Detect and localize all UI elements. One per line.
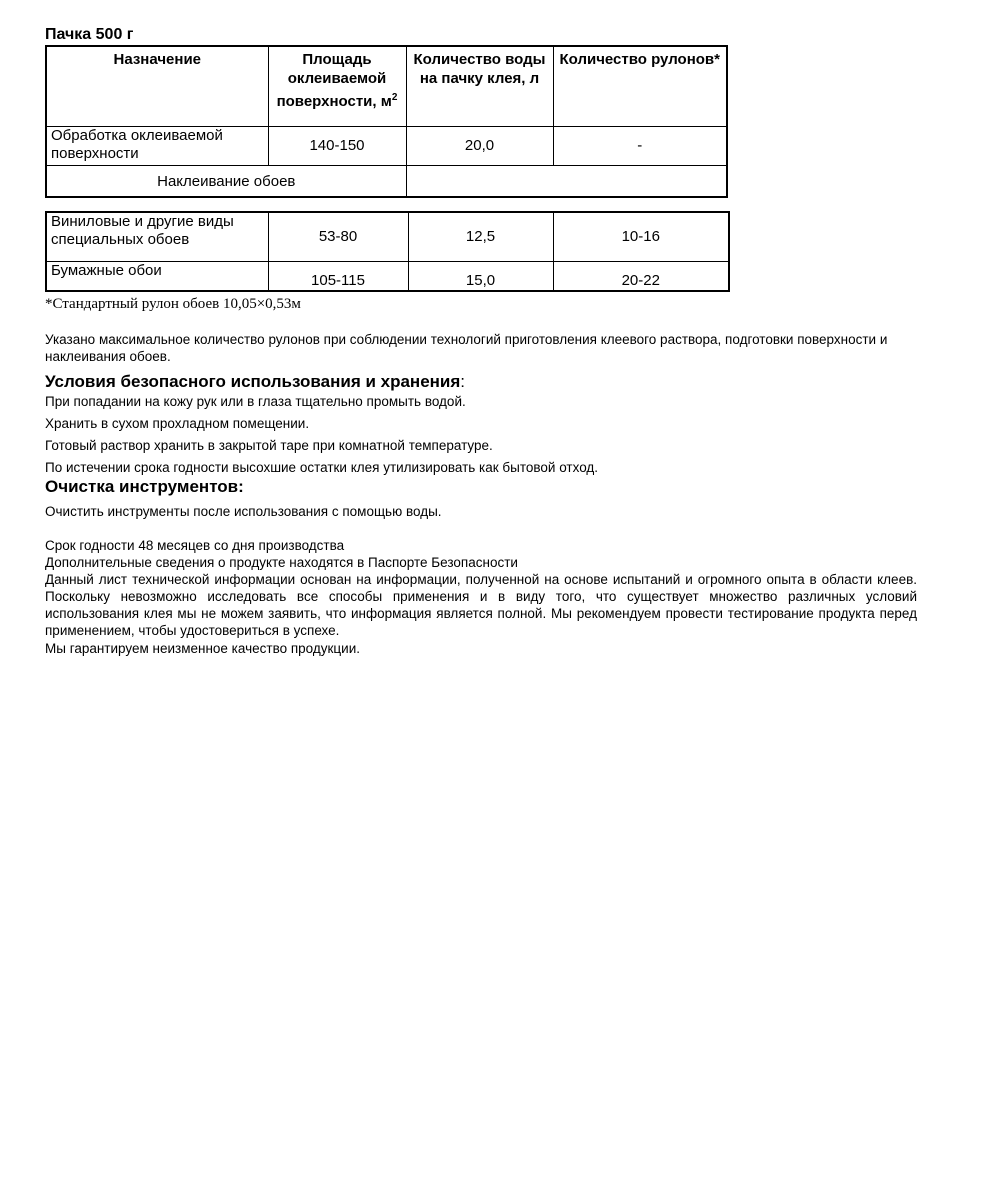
- pack-title: Пачка 500 г: [45, 26, 134, 43]
- table-row: [46, 262, 729, 292]
- safety-heading-suffix: :: [460, 372, 466, 391]
- table-section-row: [46, 166, 727, 198]
- guarantee: Мы гарантируем неизменное качество продукции.: [45, 641, 360, 656]
- passport-note: Дополнительные сведения о продукте находятся в Паспорте Безопасности: [45, 555, 518, 570]
- safety-line: Готовый раствор хранить в закрытой таре при комнатной температуре.: [45, 438, 493, 453]
- safety-line: По истечении срока годности высохшие остатки клея утилизировать как бытовой отход.: [45, 460, 599, 475]
- header-area-superscript: 2: [391, 92, 398, 103]
- cell-purpose: Обработка оклеиваемой поверхности: [46, 127, 268, 166]
- cleaning-heading: Очистка инструментов:: [45, 477, 244, 496]
- header-water: Количество воды на пачку клея, л: [406, 46, 553, 127]
- disclaimer: Данный лист технической информации основан на информации, полученной на основе испытаний и огромного опыта в области клеев. Поскольку невозможно исследовать все способы применения и в виду того, что существует множество различных условий использования клея мы не можем заявить, что информация является полной. Мы рекомендуем провести тестирование продукта перед применением, чтобы удостовериться в успехе.: [45, 572, 917, 638]
- cleaning-text: Очистить инструменты после использования с помощью воды.: [45, 504, 442, 519]
- table-row: [46, 212, 729, 262]
- safety-heading: [45, 372, 465, 392]
- cell-water: 20,0: [406, 127, 553, 166]
- safety-line: Хранить в сухом прохладном помещении.: [45, 416, 310, 431]
- cell-water: 12,5: [408, 212, 553, 262]
- spec-table-top: [45, 45, 728, 198]
- header-area-label: Площадь оклеиваемой поверхности, м: [276, 51, 392, 110]
- cell-purpose: Виниловые и другие виды специальных обоев: [46, 212, 268, 262]
- cell-area: 140-150: [268, 127, 406, 166]
- section-empty-cell: [406, 166, 727, 198]
- shelf-life: Срок годности 48 месяцев со дня производства: [45, 538, 345, 553]
- cell-rolls: 10-16: [553, 212, 729, 262]
- spec-table-bottom: [45, 211, 730, 292]
- section-label: Наклеивание обоев: [46, 166, 406, 198]
- safety-heading-text: Условия безопасного использования и хранения: [45, 372, 461, 391]
- cell-rolls: -: [553, 127, 727, 166]
- max-rolls-note: Указано максимальное количество рулонов при соблюдении технологий приготовления клеевого раствора, подготовки поверхности и наклеивания обоев.: [45, 332, 888, 364]
- cell-area: 105-115: [268, 262, 408, 292]
- header-purpose: Назначение: [46, 46, 268, 127]
- header-area: [268, 46, 406, 127]
- cell-area: 53-80: [268, 212, 408, 262]
- table-row: [46, 127, 727, 166]
- cell-water: 15,0: [408, 262, 553, 292]
- table-header-row: [46, 46, 727, 127]
- safety-line: При попадании на кожу рук или в глаза тщательно промыть водой.: [45, 394, 466, 409]
- cell-rolls: 20-22: [553, 262, 729, 292]
- header-rolls: Количество рулонов*: [553, 46, 727, 127]
- footnote: *Стандартный рулон обоев 10,05×0,53м: [45, 296, 301, 312]
- cell-purpose: Бумажные обои: [46, 262, 268, 292]
